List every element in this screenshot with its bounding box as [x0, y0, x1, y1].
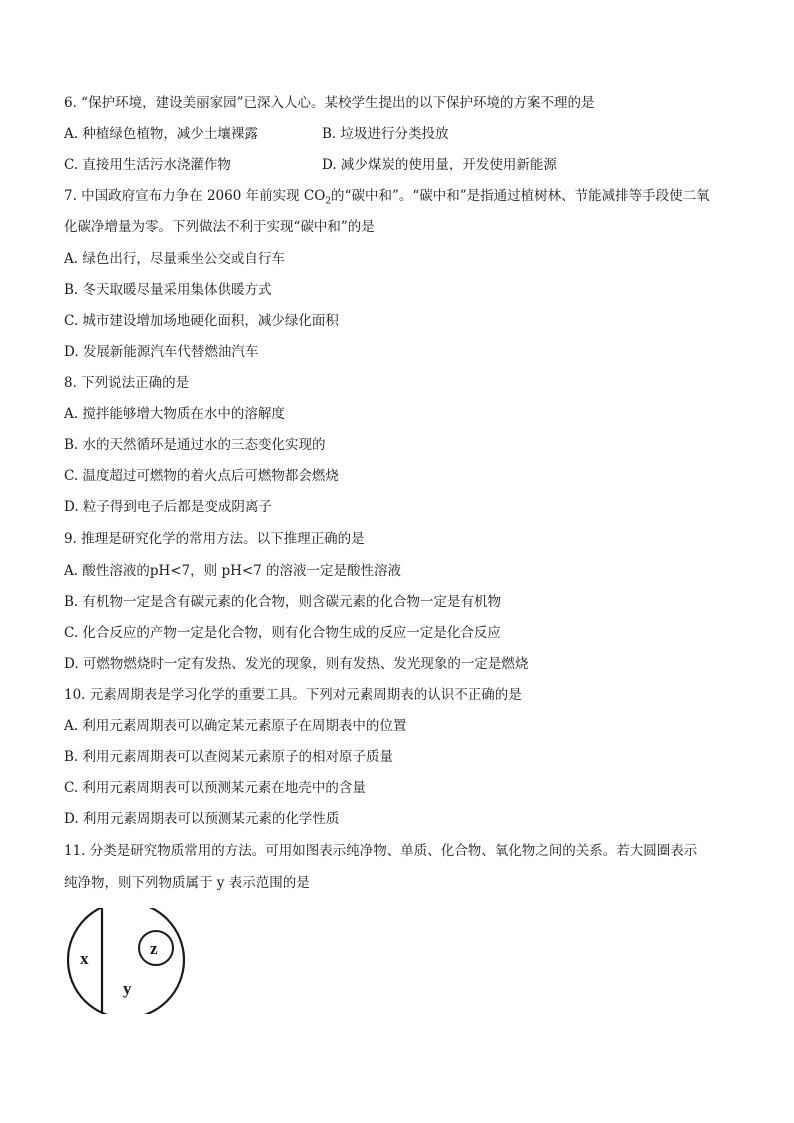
q8-stem: 8. 下列说法正确的是 [64, 375, 190, 391]
q8-option-c: C. 温度超过可燃物的着火点后可燃物都会燃烧 [64, 468, 339, 484]
q9-option-b: B. 有机物一定是含有碳元素的化合物，则含碳元素的化合物一定是有机物 [64, 594, 502, 610]
q10-stem: 10. 元素周期表是学习化学的重要工具。下列对元素周期表的认识不正确的是 [64, 687, 522, 703]
q7-stem-part-b: 的“碳中和”。“碳中和”是指通过植树林、节能减排等手段使二氧 [331, 188, 710, 204]
q8-option-d: D. 粒子得到电子后都是变成阴离子 [64, 499, 272, 515]
q6-stem: 6. “保护环境，建设美丽家园”已深入人心。某校学生提出的以下保护环境的方案不理的是 [64, 95, 595, 111]
q7-option-c: C. 城市建设增加场地硬化面积，减少绿化面积 [64, 313, 339, 329]
q7-option-d: D. 发展新能源汽车代替燃油汽车 [64, 344, 259, 360]
q7-option-b: B. 冬天取暖尽量采用集体供暖方式 [64, 282, 272, 298]
label-z: z [150, 939, 158, 958]
q6-option-c: C. 直接用生活污水浇灌作物 [64, 157, 231, 173]
q7-option-a: A. 绿色出行，尽量乘坐公交或自行车 [64, 251, 285, 267]
q10-option-d: D. 利用元素周期表可以预测某元素的化学性质 [64, 811, 340, 827]
q11-stem-line2: 纯净物，则下列物质属于 y 表示范围的是 [64, 875, 310, 891]
q7-stem-line1 [64, 187, 710, 211]
q7-stem-subscript: 2 [325, 196, 332, 207]
q10-option-a: A. 利用元素周期表可以确定某元素原子在周期表中的位置 [64, 718, 407, 734]
q8-option-b: B. 水的天然循环是通过水的三态变化实现的 [64, 437, 326, 453]
q9-stem: 9. 推理是研究化学的常用方法。以下推理正确的是 [64, 531, 365, 547]
label-x: x [80, 949, 89, 968]
q11-stem-line1: 11. 分类是研究物质常用的方法。可用如图表示纯净物、单质、化合物、氧化物之间的关系。若大圆圈表示 [64, 843, 698, 859]
q7-stem-line2: 化碳净增量为零。下列做法不利于实现“碳中和”的是 [64, 219, 375, 235]
q9-option-a: A. 酸性溶液的pH<7，则 pH<7 的溶液一定是酸性溶液 [64, 563, 402, 579]
q10-option-b: B. 利用元素周期表可以查阅某元素原子的相对原子质量 [64, 749, 394, 765]
q8-option-a: A. 搅拌能够增大物质在水中的溶解度 [64, 406, 285, 422]
q9-option-c: C. 化合反应的产物一定是化合物，则有化合物生成的反应一定是化合反应 [64, 625, 501, 641]
q9-option-d: D. 可燃物燃烧时一定有发热、发光的现象，则有发热、发光现象的一定是燃烧 [64, 656, 529, 672]
q6-option-a: A. 种植绿色植物，减少土壤裸露 [64, 126, 258, 142]
q6-option-d: D. 减少煤炭的使用量，开发使用新能源 [322, 157, 557, 173]
q6-option-b: B. 垃圾进行分类投放 [322, 126, 449, 142]
classification-venn-diagram [64, 908, 190, 1014]
label-y: y [123, 979, 132, 998]
q7-stem-part-a: 7. 中国政府宣布力争在 2060 年前实现 CO [64, 188, 326, 204]
q10-option-c: C. 利用元素周期表可以预测某元素在地壳中的含量 [64, 780, 366, 796]
